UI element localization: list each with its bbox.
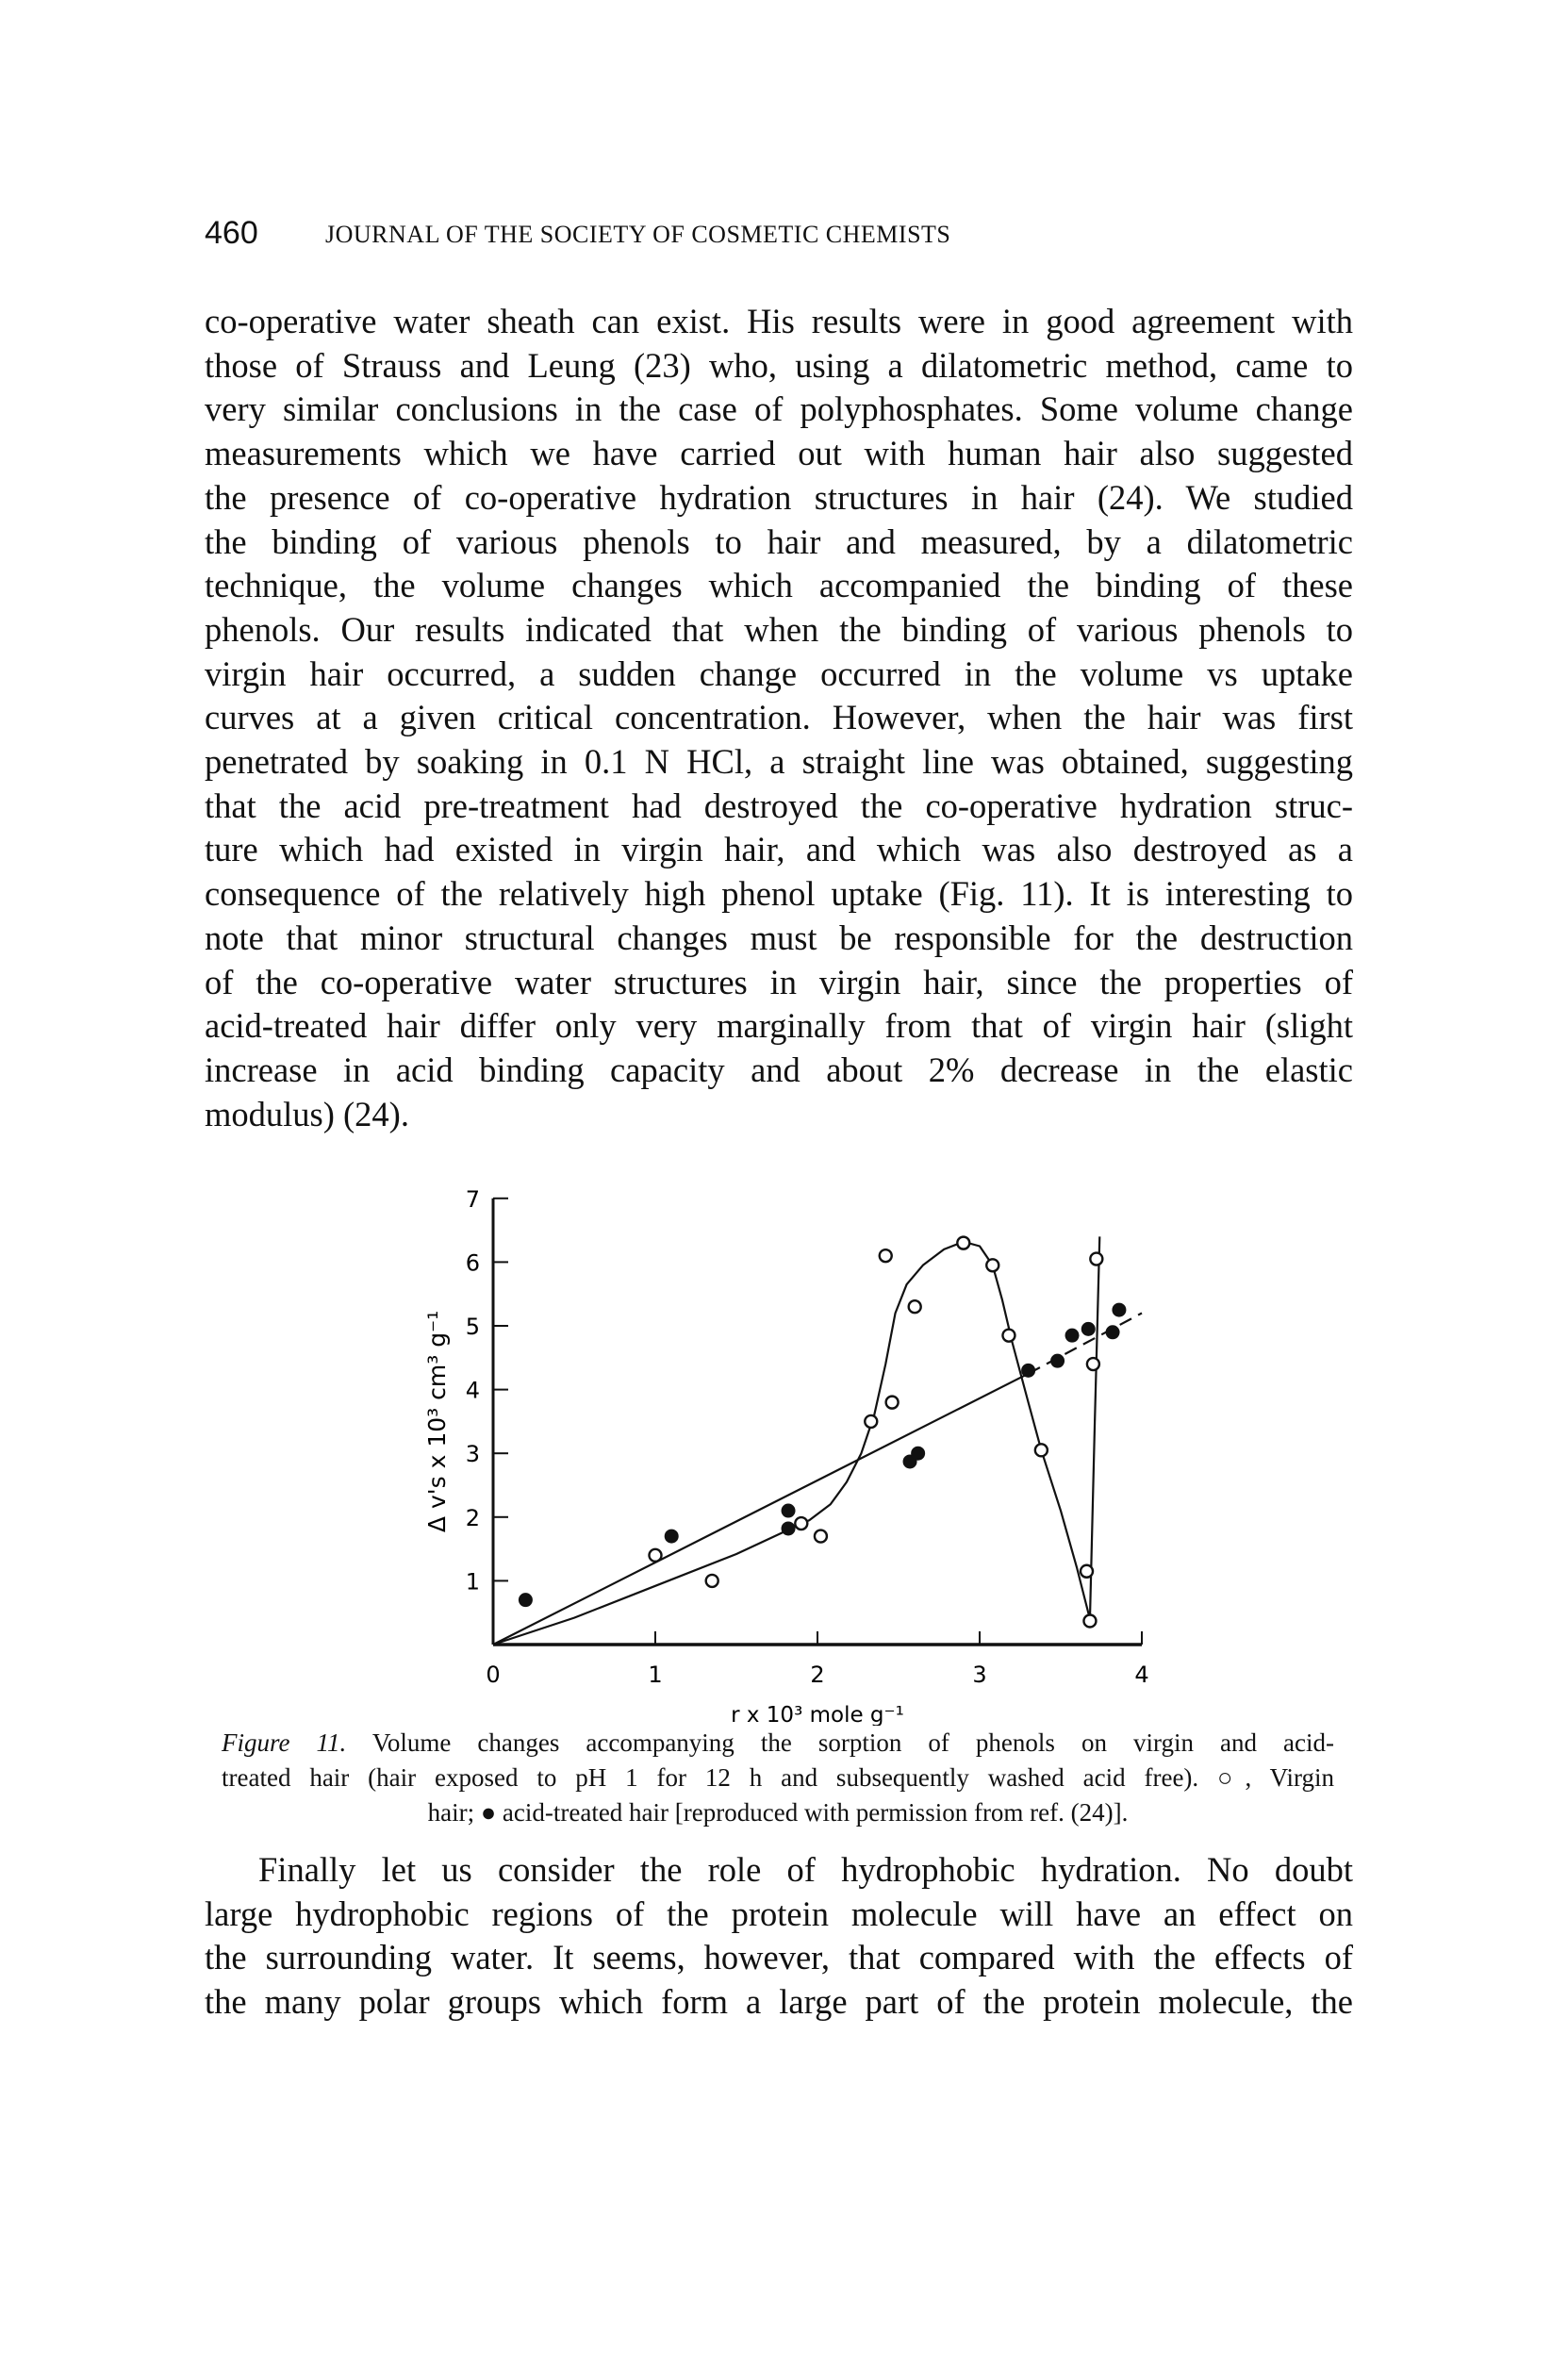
y-tick-label: 1 bbox=[465, 1568, 480, 1596]
virgin-hair-point bbox=[865, 1415, 877, 1428]
x-tick-label: 2 bbox=[810, 1662, 825, 1688]
x-axis-label: r x 10³ mole g⁻¹ bbox=[731, 1703, 904, 1726]
virgin-hair-point bbox=[1083, 1614, 1096, 1627]
virgin-hair-point bbox=[1002, 1330, 1015, 1342]
virgin-hair-point bbox=[706, 1575, 718, 1587]
virgin-hair-point bbox=[909, 1300, 921, 1313]
y-tick-label: 3 bbox=[465, 1441, 480, 1468]
text-line: those of Strauss and Leung (23) who, using a dilatometric method, came to bbox=[205, 345, 1353, 385]
acid-treated-point bbox=[911, 1447, 925, 1461]
virgin-hair-point bbox=[815, 1530, 827, 1543]
virgin-hair-point bbox=[1035, 1444, 1048, 1456]
acid-treated-point bbox=[519, 1593, 533, 1607]
text-line: technique, the volume changes which accompanied the binding of these bbox=[205, 566, 1353, 605]
acid-treated-point bbox=[1106, 1325, 1120, 1339]
x-tick-label: 1 bbox=[648, 1662, 663, 1688]
text-line: the binding of various phenols to hair and measured, by a dilatometric bbox=[205, 521, 1353, 561]
y-tick-label: 4 bbox=[465, 1377, 480, 1404]
text-line: phenols. Our results indicated that when the binding of various phenols to bbox=[205, 609, 1353, 649]
text-line: consequence of the relatively high phenol uptake (Fig. 11). It is interesting to bbox=[205, 874, 1353, 914]
text-line: measurements which we have carried out with human hair also suggested bbox=[205, 434, 1353, 473]
virgin-hair-point bbox=[795, 1517, 807, 1530]
acid-treated-point bbox=[1081, 1322, 1096, 1336]
text-line: the surrounding water. It seems, however, that compared with the effects of bbox=[205, 1938, 1353, 1977]
page-number: 460 bbox=[205, 215, 258, 251]
figure-11-chart bbox=[377, 1160, 1367, 1726]
text-line: Finally let us consider the role of hydrophobic hydration. No doubt bbox=[258, 1850, 1353, 1889]
virgin-hair-curve bbox=[493, 1236, 1099, 1645]
x-tick-label: 4 bbox=[1134, 1662, 1149, 1688]
text-line: penetrated by soaking in 0.1 N HCl, a straight line was obtained, suggesting bbox=[205, 742, 1353, 782]
virgin-hair-point bbox=[886, 1397, 899, 1409]
text-line: large hydrophobic regions of the protein molecule will have an effect on bbox=[205, 1894, 1353, 1933]
acid-treated-point bbox=[1021, 1364, 1035, 1378]
acid-treated-line-extrapolated bbox=[1029, 1313, 1142, 1373]
y-axis-label: Δ v's x 10³ cm³ g⁻¹ bbox=[423, 1310, 451, 1533]
text-line: co-operative water sheath can exist. His results were in good agreement with bbox=[205, 302, 1353, 340]
paragraph-1 bbox=[205, 300, 1353, 1136]
text-line: increase in acid binding capacity and about 2% decrease in the elastic bbox=[205, 1050, 1353, 1089]
acid-treated-point bbox=[782, 1521, 796, 1535]
text-line: acid-treated hair differ only very marginally from that of virgin hair (slight bbox=[205, 1006, 1353, 1046]
virgin-hair-point bbox=[1090, 1253, 1102, 1265]
x-tick-label: 3 bbox=[972, 1662, 987, 1688]
virgin-hair-point bbox=[986, 1259, 999, 1271]
acid-treated-point bbox=[1065, 1329, 1080, 1343]
acid-treated-point bbox=[1050, 1354, 1065, 1368]
text-line: the presence of co-operative hydration structures in hair (24). We studied bbox=[205, 477, 1353, 517]
caption-line-2: treated hair (hair exposed to pH 1 for 12 h and subsequently washed acid free). ○, Virgin bbox=[222, 1763, 1334, 1792]
virgin-hair-point bbox=[957, 1237, 969, 1249]
text-line: ture which had existed in virgin hair, and which was also destroyed as a bbox=[205, 830, 1353, 869]
acid-treated-point bbox=[1112, 1303, 1126, 1317]
y-tick-label: 2 bbox=[465, 1504, 480, 1531]
acid-treated-point bbox=[665, 1530, 679, 1544]
y-tick-label: 5 bbox=[465, 1314, 480, 1340]
y-tick-label: 7 bbox=[465, 1185, 480, 1213]
text-line: note that minor structural changes must be responsible for the destruction bbox=[205, 918, 1353, 957]
text-line: virgin hair occurred, a sudden change occurred in the volume vs uptake bbox=[205, 653, 1353, 693]
text-line: that the acid pre-treatment had destroyed the co-operative hydration struc- bbox=[205, 786, 1353, 825]
virgin-hair-point bbox=[1081, 1565, 1093, 1578]
virgin-hair-point bbox=[880, 1249, 892, 1262]
acid-treated-line bbox=[493, 1374, 1029, 1645]
y-tick-label: 6 bbox=[465, 1249, 480, 1277]
text-line: very similar conclusions in the case of polyphosphates. Some volume change bbox=[205, 389, 1353, 429]
figure-caption bbox=[222, 1726, 1334, 1830]
acid-treated-point bbox=[782, 1504, 796, 1518]
caption-line-3: hair; ● acid-treated hair [reproduced with permission from ref. (24)]. bbox=[427, 1798, 1129, 1827]
text-line: the many polar groups which form a large part of the protein molecule, the bbox=[205, 1982, 1353, 2022]
virgin-hair-point bbox=[1087, 1358, 1099, 1370]
figure-label: Figure 11. bbox=[222, 1728, 347, 1757]
text-line: of the co-operative water structures in virgin hair, since the properties of bbox=[205, 962, 1353, 1001]
virgin-hair-point bbox=[650, 1549, 662, 1562]
caption-line-1: Volume changes accompanying the sorption of phenols on virgin and acid- bbox=[371, 1728, 1335, 1757]
journal-title: JOURNAL OF THE SOCIETY OF COSMETIC CHEMISTS bbox=[325, 221, 951, 248]
text-line: modulus) (24). bbox=[205, 1094, 409, 1133]
text-line: curves at a given critical concentration. However, when the hair was first bbox=[205, 698, 1353, 737]
paragraph-2 bbox=[205, 1848, 1353, 2025]
x-tick-label: 0 bbox=[486, 1662, 501, 1688]
